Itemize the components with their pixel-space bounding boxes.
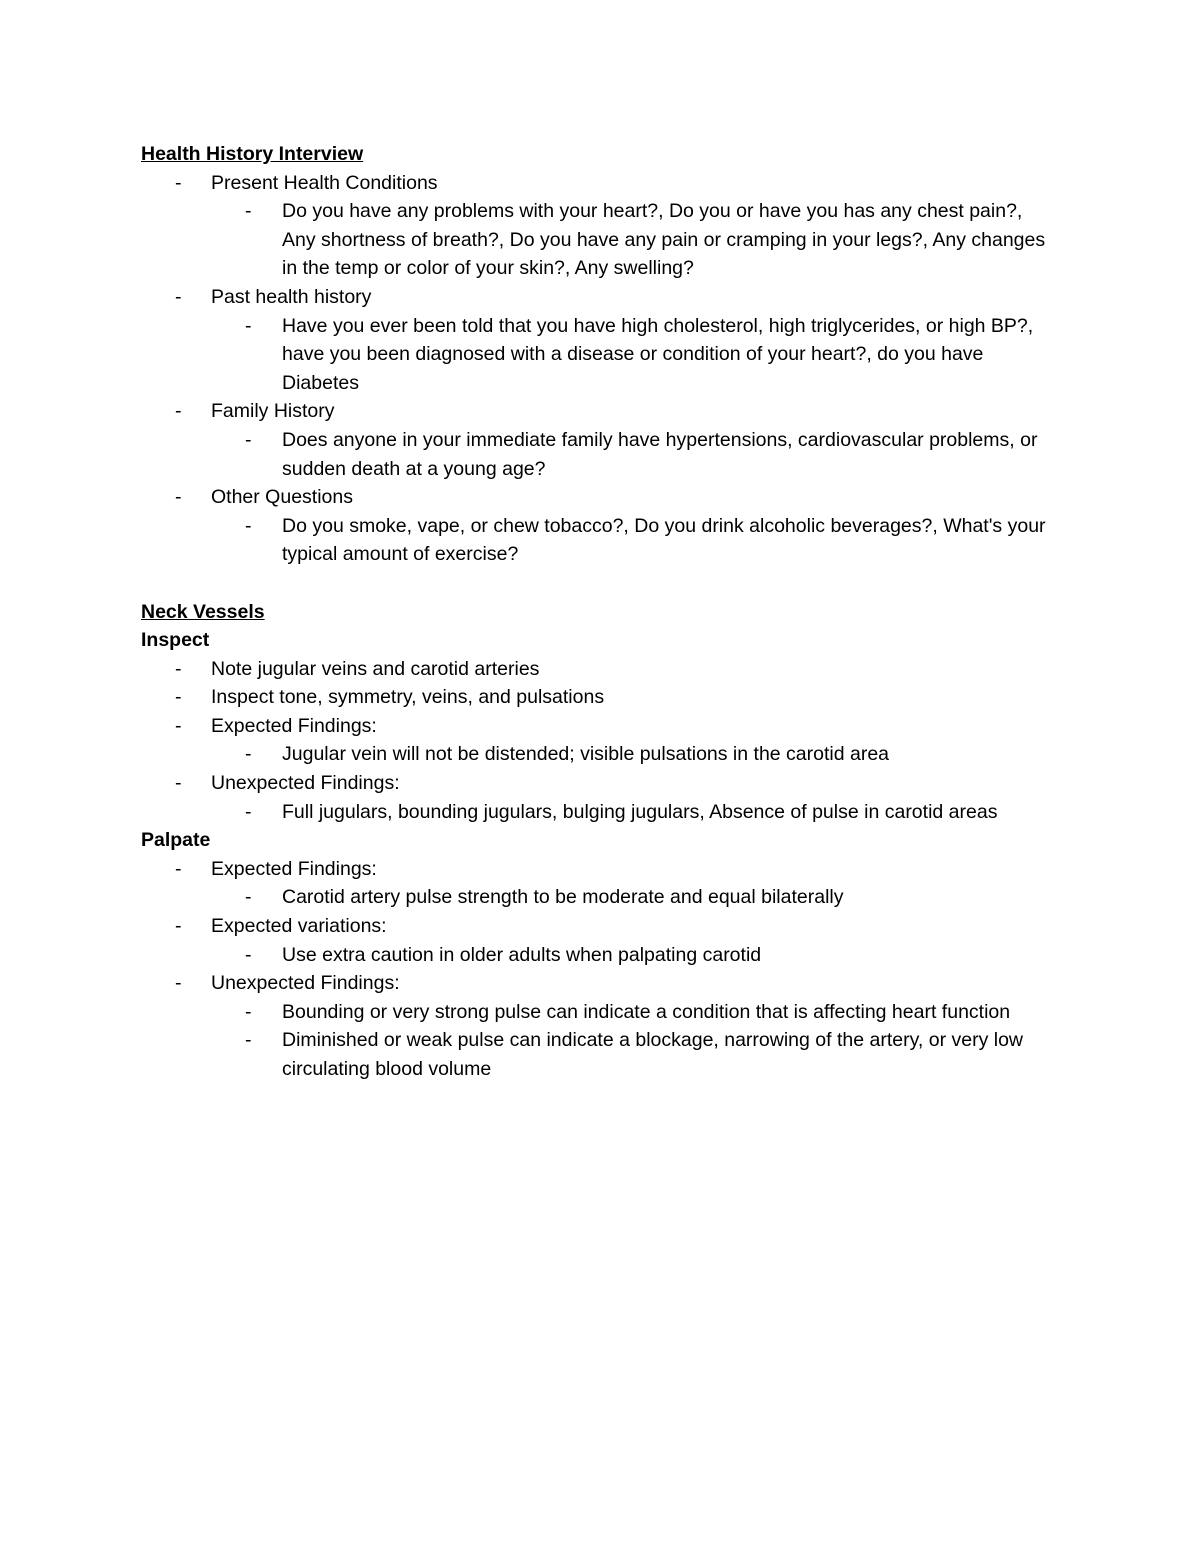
bullet-dash: - — [245, 314, 252, 337]
sub-list-item — [211, 312, 1046, 398]
sub-list — [211, 197, 1046, 283]
sub-list-item — [211, 1026, 1046, 1083]
section-title: Neck Vessels — [141, 600, 265, 623]
list-item — [141, 283, 1046, 397]
list-item — [141, 483, 1046, 569]
subsection-title: Inspect — [141, 629, 210, 652]
list-item — [141, 769, 1046, 826]
subsection-title: Palpate — [141, 829, 211, 852]
bullet-dash: - — [245, 800, 252, 823]
sub-list — [211, 740, 1046, 769]
item-label: Note jugular veins and carotid arteries — [211, 657, 540, 680]
sub-list-item — [211, 998, 1046, 1027]
bullet-dash: - — [175, 772, 182, 795]
bullet-dash: - — [175, 657, 182, 680]
item-label: Inspect tone, symmetry, veins, and pulsations — [211, 686, 605, 709]
item-label: Other Questions — [211, 486, 353, 509]
sub-list — [211, 941, 1046, 970]
list-item — [141, 655, 1046, 684]
list-item — [141, 912, 1046, 969]
sub-list — [211, 426, 1046, 483]
bullet-dash: - — [175, 171, 182, 194]
bullet-dash: - — [175, 915, 182, 938]
bullet-dash: - — [245, 514, 252, 537]
topic-list — [141, 855, 1046, 1084]
bullet-dash: - — [245, 200, 252, 223]
bullet-dash: - — [245, 1000, 252, 1023]
sub-list-item — [211, 512, 1046, 569]
bullet-dash: - — [245, 428, 252, 451]
sub-list-item — [211, 798, 1046, 827]
item-text: Does anyone in your immediate family have hypertensions, cardiovascular problems, or sudden death at a young age? — [282, 428, 1038, 480]
document-page — [141, 140, 1046, 1084]
item-text: Diminished or weak pulse can indicate a blockage, narrowing of the artery, or very low circulating blood volume — [282, 1029, 1023, 1080]
section-title: Health History Interview — [141, 143, 364, 165]
item-label: Past health history — [211, 285, 372, 308]
sub-list — [211, 312, 1046, 398]
section-health-history — [141, 140, 1046, 569]
item-label: Expected Findings: — [211, 714, 377, 737]
sub-list-item — [211, 197, 1046, 283]
item-label: Unexpected Findings: — [211, 972, 400, 995]
item-label: Expected Findings: — [211, 857, 377, 880]
item-text: Do you smoke, vape, or chew tobacco?, Do you drink alcoholic beverages?, What's your typical amount of exercise? — [282, 514, 1046, 566]
item-text: Bounding or very strong pulse can indicate a condition that is affecting heart function — [282, 1000, 1011, 1023]
item-text: Carotid artery pulse strength to be moderate and equal bilaterally — [282, 886, 844, 909]
list-item — [141, 855, 1046, 912]
sub-list — [211, 798, 1046, 827]
item-text: Use extra caution in older adults when palpating carotid — [282, 943, 762, 966]
sub-list — [211, 883, 1046, 912]
bullet-dash: - — [175, 400, 182, 423]
bullet-dash: - — [175, 686, 182, 709]
bullet-dash: - — [175, 714, 182, 737]
item-label: Present Health Conditions — [211, 171, 438, 194]
bullet-dash: - — [245, 943, 252, 966]
list-item — [141, 683, 1046, 712]
sub-list-item — [211, 883, 1046, 912]
sub-list — [211, 512, 1046, 569]
bullet-dash: - — [245, 1029, 252, 1052]
topic-list — [141, 169, 1046, 569]
section-neck-vessels — [141, 598, 1046, 1084]
item-text: Full jugulars, bounding jugulars, bulging jugulars, Absence of pulse in carotid areas — [282, 800, 998, 823]
list-item — [141, 969, 1046, 1083]
item-label: Unexpected Findings: — [211, 772, 400, 795]
bullet-dash: - — [175, 857, 182, 880]
sub-list-item — [211, 426, 1046, 483]
sub-list-item — [211, 941, 1046, 970]
list-item — [141, 169, 1046, 283]
list-item — [141, 712, 1046, 769]
item-label: Expected variations: — [211, 915, 387, 938]
bullet-dash: - — [175, 486, 182, 509]
bullet-dash: - — [175, 285, 182, 308]
topic-list — [141, 655, 1046, 827]
sub-list — [211, 998, 1046, 1084]
blank-line — [141, 569, 1046, 598]
item-text: Do you have any problems with your heart?, Do you or have you has any chest pain?, Any shortness of breath?, Do you have any pain or cramping in your legs?, Any changes in the temp or color of your skin?, Any swelling? — [282, 200, 1046, 280]
sub-list-item — [211, 740, 1046, 769]
list-item — [141, 397, 1046, 483]
bullet-dash: - — [245, 743, 252, 766]
item-label: Family History — [211, 400, 335, 423]
item-text: Have you ever been told that you have high cholesterol, high triglycerides, or high BP?, have you been diagnosed with a disease or condition of your heart?, do you have Diabetes — [282, 314, 1034, 394]
item-text: Jugular vein will not be distended; visible pulsations in the carotid area — [282, 743, 890, 766]
bullet-dash: - — [175, 972, 182, 995]
bullet-dash: - — [245, 886, 252, 909]
